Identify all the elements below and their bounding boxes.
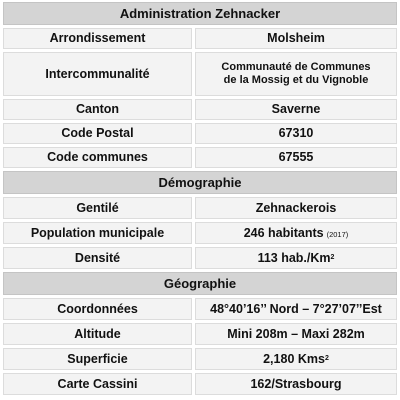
population-year-note: (2017) (326, 229, 349, 239)
row-value-altitude: Mini 208m – Maxi 282m (195, 323, 397, 345)
superficie-value: 2,180 Kms (263, 351, 325, 366)
row-value-densite: 113 hab./Km 2 (195, 247, 397, 269)
section-title-demographie: Démographie (158, 175, 242, 190)
population-value: 246 habitants (243, 225, 324, 240)
row-label-code-postal: Code Postal (3, 123, 192, 144)
table-row-densite (3, 247, 397, 269)
section-title-geographie: Géographie (163, 276, 237, 291)
table-row-code-communes (3, 147, 397, 168)
table-row-code-postal (3, 123, 397, 144)
table-row-population (3, 222, 397, 244)
commune-info-table (3, 2, 397, 395)
row-value-intercommunalite (195, 52, 397, 96)
table-row-superficie (3, 348, 397, 370)
section-header-demographie (3, 171, 397, 194)
row-value-code-postal: 67310 (195, 123, 397, 144)
table-row-intercommunalite (3, 52, 397, 96)
row-label-gentile: Gentilé (3, 197, 192, 219)
row-label-altitude: Altitude (3, 323, 192, 345)
row-value-population (195, 222, 397, 244)
row-label-densite: Densité (3, 247, 192, 269)
row-value-superficie: 2,180 Kms 2 (195, 348, 397, 370)
row-label-coordonnees: Coordonnées (3, 298, 192, 320)
row-label-canton: Canton (3, 99, 192, 120)
intercommunalite-line-1: Communauté de Communes (221, 60, 371, 73)
section-header-administration (3, 2, 397, 25)
row-value-arrondissement: Molsheim (195, 28, 397, 49)
row-label-superficie: Superficie (3, 348, 192, 370)
table-row-arrondissement (3, 28, 397, 49)
table-row-carte-cassini (3, 373, 397, 395)
table-row-altitude (3, 323, 397, 345)
row-value-code-communes: 67555 (195, 147, 397, 168)
row-value-gentile: Zehnackerois (195, 197, 397, 219)
row-label-population: Population municipale (3, 222, 192, 244)
row-value-canton: Saverne (195, 99, 397, 120)
row-value-coordonnees: 48°40’16’’ Nord – 7°27’07’’Est (195, 298, 397, 320)
table-row-canton (3, 99, 397, 120)
table-row-coordonnees (3, 298, 397, 320)
row-label-code-communes: Code communes (3, 147, 192, 168)
table-row-gentile (3, 197, 397, 219)
section-header-geographie (3, 272, 397, 295)
row-label-carte-cassini: Carte Cassini (3, 373, 192, 395)
intercommunalite-line-2: de la Mossig et du Vignoble (223, 74, 369, 86)
section-title-administration: Administration Zehnacker (119, 6, 281, 21)
densite-value: 113 hab./Km (257, 250, 331, 265)
row-label-intercommunalite: Intercommunalité (3, 52, 192, 96)
row-value-carte-cassini: 162/Strasbourg (195, 373, 397, 395)
row-label-arrondissement: Arrondissement (3, 28, 192, 49)
